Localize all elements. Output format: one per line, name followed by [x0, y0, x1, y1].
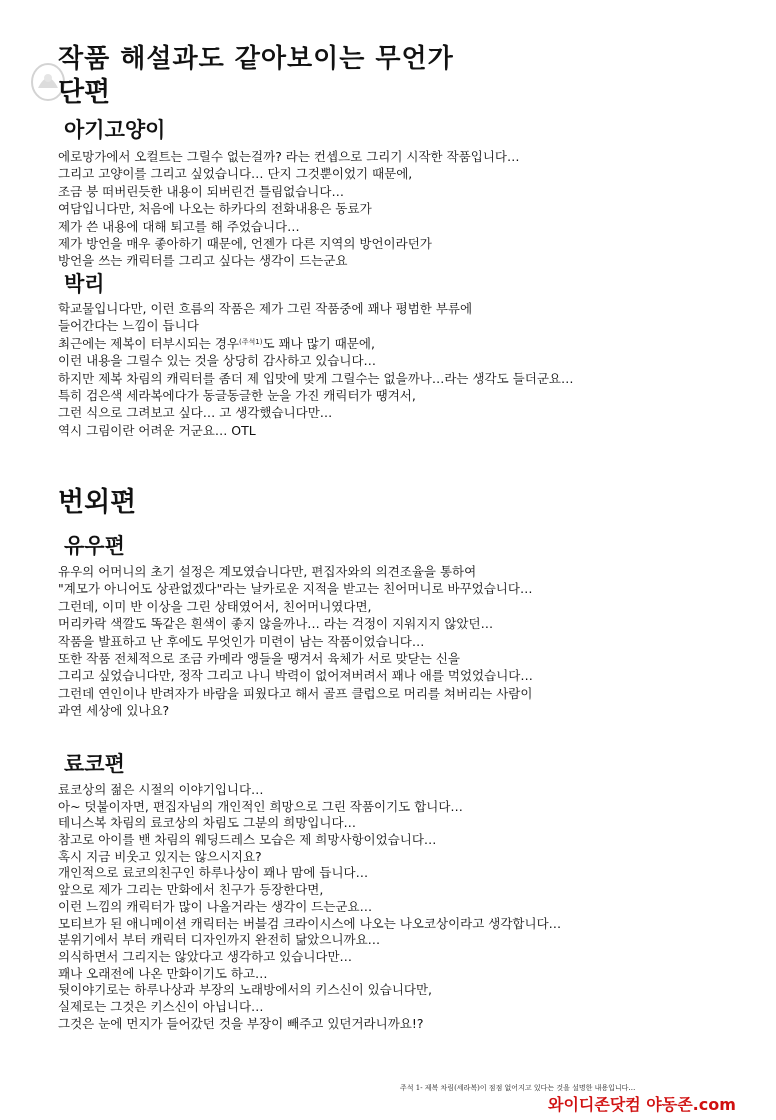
text-line: 여담입니다만, 처음에 나오는 하카다의 전화내용은 동료가: [58, 201, 372, 217]
text-line: 유우의 어머니의 초기 설정은 계모였습니다만, 편집자와의 의견조율을 통하여: [58, 564, 477, 579]
text-line: [58, 335, 758, 352]
text-line: 작품을 발표하고 난 후에도 무엇인가 미련이 남는 작품이었습니다…: [58, 633, 425, 649]
text-line: 그것은 눈에 먼지가 들어갔던 것을 부장이 빼주고 있던거라니까요!?: [58, 1015, 424, 1031]
text-line: 테니스복 차림의 료코상의 차림도 그분의 희망입니다…: [58, 815, 357, 831]
text-line: 제가 쓴 내용에 대해 퇴고를 해 주었습니다…: [58, 218, 300, 234]
text-line: 이런 느낌의 캐릭터가 많이 나올거라는 생각이 드는군요…: [58, 898, 373, 914]
text-line: 뒷이야기로는 하루나상과 부장의 노래방에서의 키스신이 있습니다만,: [58, 982, 433, 998]
text-line: 그런 식으로 그려보고 싶다… 고 생각했습니다만…: [58, 405, 333, 421]
text-line: 역시 그림이란 어려운 거군요… OTL: [58, 422, 256, 438]
text-line: 들어간다는 느낌이 듭니다: [58, 318, 199, 334]
text-line: 에로망가에서 오컬트는 그릴수 없는걸까? 라는 컨셉으로 그리기 시작한 작품입니다…: [58, 149, 520, 164]
footnote: 주석 1- 제복 차림(세라복)이 점점 없어지고 있다는 것을 설명한 내용입니다…: [400, 1084, 636, 1092]
text-line: 특히 검은색 세라복에다가 동글동글한 눈을 가진 캐릭터가 땡겨서,: [58, 387, 416, 403]
text-fragment: 도 꽤나 많기 때문에,: [262, 335, 375, 351]
text-line: 료코상의 젊은 시절의 이야기입니다…: [58, 782, 264, 797]
work-body-kitten: [58, 148, 758, 270]
text-line: 아~ 덧붙이자면, 편집자님의 개인적인 희망으로 그린 작품이기도 합니다…: [58, 798, 463, 814]
work-body-yuu: [58, 563, 758, 720]
text-line: 그리고 고양이를 그리고 싶었습니다… 단지 그것뿐이었기 때문에,: [58, 166, 413, 182]
work-body-peeling: [58, 300, 758, 439]
text-line: 학교물입니다만, 이런 흐름의 작품은 제가 그린 작품중에 꽤나 평범한 부류에: [58, 301, 473, 316]
text-line: 그런데 연인이나 반려자가 바람을 피웠다고 해서 골프 클럽으로 머리를 쳐버리는 사람이: [58, 685, 533, 701]
text-line: 하지만 제복 차림의 캐릭터를 좀더 제 입맛에 맞게 그릴수는 없을까나…라는 생각도 들더군요…: [58, 370, 574, 386]
text-line: 꽤나 오래전에 나온 만화이기도 하고…: [58, 965, 268, 981]
watermark: 와이디존닷컴 야동존.com: [548, 1095, 736, 1114]
work-body-ryoko: [58, 782, 758, 1032]
text-line: 분위기에서 부터 캐릭터 디자인까지 완전히 닮았으니까요…: [58, 932, 381, 948]
section-heading-short: 단편: [58, 77, 111, 108]
text-line: 모티브가 된 애니메이션 캐릭터는 버블검 크라이시스에 나오는 나오코상이라고 생각합니다…: [58, 915, 562, 931]
text-line: 참고로 아이를 밴 차림의 웨딩드레스 모습은 제 희망사항이었습니다…: [58, 832, 437, 848]
work-heading-ryoko: 료코편: [64, 752, 125, 776]
text-line: 제가 방언을 매우 좋아하기 때문에, 언젠가 다른 지역의 방언이라던가: [58, 235, 432, 251]
footnote-marker: (주석1): [238, 337, 263, 346]
work-heading-yuu: 유우편: [64, 534, 125, 558]
text-line: 앞으로 제가 그리는 만화에서 친구가 등장한다면,: [58, 882, 324, 898]
text-line: 실제로는 그것은 키스신이 아닙니다…: [58, 998, 264, 1014]
page-title: 작품 해설과도 같아보이는 무언가: [58, 44, 454, 74]
text-line: 머리카락 색깔도 똑같은 흰색이 좋지 않을까나… 라는 걱정이 지워지지 않았던…: [58, 616, 494, 632]
text-line: 그런데, 이미 반 이상을 그린 상태였어서, 친어머니였다면,: [58, 598, 372, 614]
text-line: 조금 붕 떠버린듯한 내용이 되버린건 틀림없습니다…: [58, 183, 344, 199]
work-heading-kitten: 아기고양이: [64, 118, 166, 142]
text-line: 또한 작품 전체적으로 조금 카메라 앵들을 땡겨서 육체가 서로 맞닫는 신을: [58, 650, 460, 666]
text-fragment: 최근에는 제복이 터부시되는 경우: [58, 335, 239, 351]
text-line: 방언을 쓰는 캐릭터를 그리고 싶다는 생각이 드는군요: [58, 253, 348, 269]
section-heading-extra: 번외편: [58, 487, 137, 518]
text-line: 과연 세상에 있나요?: [58, 703, 170, 719]
text-line: 개인적으로 료코의친구인 하루나상이 꽤나 맘에 듭니다…: [58, 865, 369, 881]
text-line: 혹시 지금 비웃고 있지는 않으시지요?: [58, 848, 262, 864]
text-line: 이런 내용을 그릴수 있는 것을 상당히 감사하고 있습니다…: [58, 353, 377, 369]
text-line: 그리고 싶었습니다만, 정작 그리고 나니 박력이 없어져버려서 꽤나 애를 먹었었습니다…: [58, 668, 533, 684]
work-heading-peeling: 박리: [64, 272, 105, 296]
text-line: 의식하면서 그리지는 않았다고 생각하고 있습니다만…: [58, 948, 353, 964]
text-line: "계모가 아니어도 상관없겠다"라는 날카로운 지적을 받고는 친어머니로 바꾸었습니다…: [58, 581, 533, 597]
